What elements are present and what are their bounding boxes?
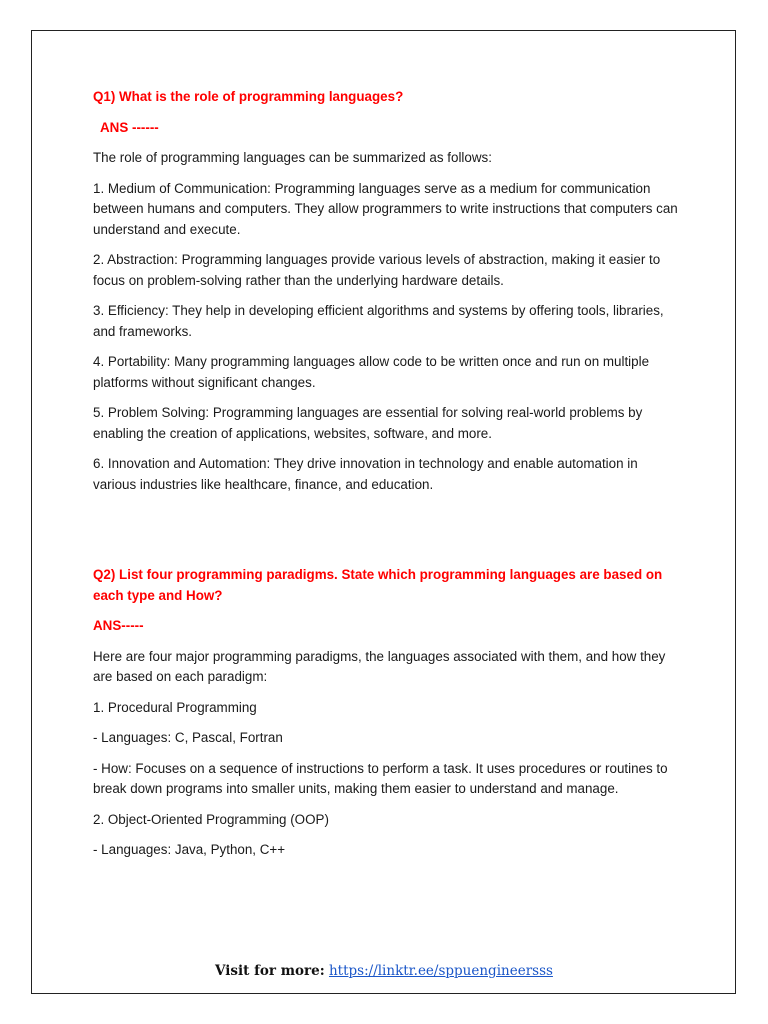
document-body bbox=[93, 87, 683, 871]
answer-1-intro: The role of programming languages can be summarized as follows: bbox=[93, 150, 492, 165]
footer bbox=[0, 963, 768, 979]
answer-1-point: 4. Portability: Many programming languages allow code to be written once and run on multiple platforms without significant changes. bbox=[93, 354, 650, 390]
footer-link[interactable]: https://linktr.ee/sppuengineersss bbox=[328, 963, 553, 979]
answer-1-point: 3. Efficiency: They help in developing efficient algorithms and systems by offering tools, libraries, and frameworks. bbox=[93, 303, 664, 339]
answer-2-line: - Languages: Java, Python, C++ bbox=[93, 842, 286, 857]
question-1-heading: Q1) What is the role of programming languages? bbox=[93, 89, 404, 104]
answer-2-line: 1. Procedural Programming bbox=[93, 699, 257, 715]
question-2-heading: Q2) List four programming paradigms. State which programming languages are based on each type and How? bbox=[93, 567, 663, 603]
footer-label: Visit for more: bbox=[215, 963, 325, 979]
answer-1-point: 2. Abstraction: Programming languages provide various levels of abstraction, making it easier to focus on problem-solving rather than the underlying hardware details. bbox=[93, 252, 661, 288]
answer-1-point: 6. Innovation and Automation: They drive innovation in technology and enable automation in various industries like healthcare, finance, and education. bbox=[93, 456, 638, 492]
answer-1-point: 5. Problem Solving: Programming languages are essential for solving real-world problems by enabling the creation of applications, websites, software, and more. bbox=[93, 405, 643, 441]
answer-2-line: - How: Focuses on a sequence of instructions to perform a task. It uses procedures or routines to break down programs into smaller units, making them easier to understand and manage. bbox=[93, 760, 668, 796]
answer-1-label: ANS ------ bbox=[100, 119, 159, 135]
answer-1-point: 1. Medium of Communication: Programming languages serve as a medium for communication between humans and computers. They allow programmers to write instructions that computers can understand and execute. bbox=[93, 180, 678, 237]
answer-2-intro: Here are four major programming paradigms, the languages associated with them, and how they are based on each paradigm: bbox=[93, 648, 666, 684]
answer-2-line: 2. Object-Oriented Programming (OOP) bbox=[93, 811, 329, 827]
section-spacer bbox=[93, 505, 683, 565]
answer-2-line: - Languages: C, Pascal, Fortran bbox=[93, 730, 283, 745]
answer-2-label: ANS----- bbox=[93, 618, 144, 633]
